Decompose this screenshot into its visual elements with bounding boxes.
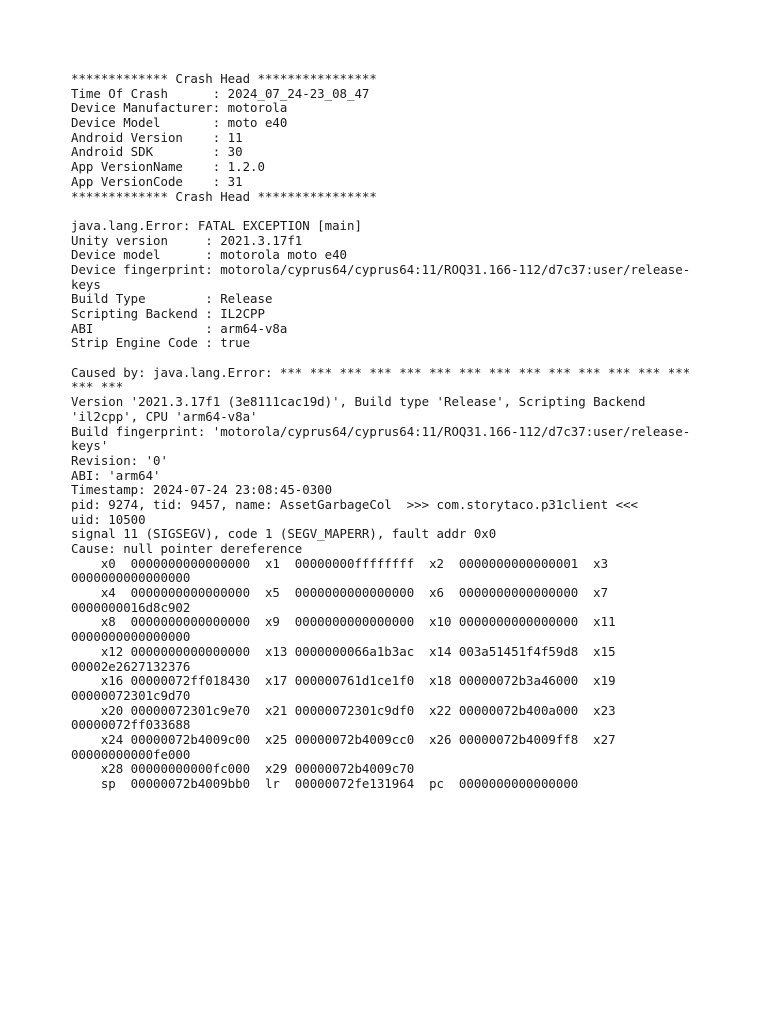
build-type-line: Build Type : Release bbox=[71, 291, 273, 307]
device-model-line: Device Model : moto e40 bbox=[71, 115, 288, 131]
device-fingerprint-continuation: keys bbox=[71, 276, 101, 292]
android-version-line: Android Version : 11 bbox=[71, 129, 243, 145]
section-spacer bbox=[71, 351, 711, 366]
cause-line: Cause: null pointer dereference bbox=[71, 541, 303, 556]
register-line: x20 00000072301c9e70 x21 00000072301c9df0 x22 00000072b400a000 x23 bbox=[71, 702, 616, 718]
register-line-wrap: 0000000000000000 bbox=[71, 570, 191, 586]
crash-head-banner-end: ************* Crash Head **************** bbox=[71, 188, 377, 204]
time-of-crash-line: Time Of Crash : 2024_07_24-23_08_47 bbox=[71, 85, 370, 101]
register-line-wrap: 00000000000fe000 bbox=[71, 746, 191, 762]
timestamp-line: Timestamp: 2024-07-24 23:08:45-0300 bbox=[71, 482, 333, 498]
abi-short-line: ABI: 'arm64' bbox=[71, 467, 161, 483]
register-line: x28 00000000000fc000 x29 00000072b4009c70 bbox=[71, 761, 415, 777]
build-fingerprint-line: Build fingerprint: 'motorola/cyprus64/cyprus64:11/ROQ31.166-112/d7c37:user/release- bbox=[71, 423, 691, 439]
register-line-wrap: 0000000016d8c902 bbox=[71, 599, 191, 615]
version-continuation: 'il2cpp', CPU 'arm64-v8a' bbox=[71, 408, 258, 424]
crash-log-document bbox=[71, 72, 711, 792]
register-line: x24 00000072b4009c00 x25 00000072b4009cc0 x26 00000072b4009ff8 x27 bbox=[71, 731, 616, 747]
strip-engine-code-line: Strip Engine Code : true bbox=[71, 335, 251, 351]
version-line: Version '2021.3.17f1 (3e8111cac19d)', Build type 'Release', Scripting Backend bbox=[71, 394, 646, 410]
register-line-wrap: 00000072ff033688 bbox=[71, 717, 191, 733]
uid-line: uid: 10500 bbox=[71, 511, 146, 527]
register-line: x12 0000000000000000 x13 0000000066a1b3ac x14 003a51451f4f59d8 x15 bbox=[71, 643, 616, 659]
abi-line: ABI : arm64-v8a bbox=[71, 320, 288, 336]
crash-head-banner: ************* Crash Head **************** bbox=[71, 71, 377, 86]
exception-section bbox=[71, 219, 711, 351]
app-version-name-line: App VersionName : 1.2.0 bbox=[71, 159, 265, 175]
unity-version-line: Unity version : 2021.3.17f1 bbox=[71, 232, 303, 248]
register-line: x8 0000000000000000 x9 0000000000000000 x10 0000000000000000 x11 bbox=[71, 614, 616, 630]
device-model-detail-line: Device model : motorola moto e40 bbox=[71, 247, 348, 263]
register-line-wrap: 00002e2627132376 bbox=[71, 658, 191, 674]
build-fingerprint-continuation: keys' bbox=[71, 438, 109, 454]
stack-pointer-line: sp 00000072b4009bb0 lr 00000072fe131964 pc 0000000000000000 bbox=[71, 776, 579, 791]
scripting-backend-line: Scripting Backend : IL2CPP bbox=[71, 306, 265, 321]
device-manufacturer-line: Device Manufacturer: motorola bbox=[71, 100, 288, 116]
register-line-wrap: 0000000000000000 bbox=[71, 629, 191, 645]
caused-by-line: Caused by: java.lang.Error: *** *** *** *** *** *** *** *** *** *** *** *** *** *** bbox=[71, 364, 691, 380]
app-version-code-line: App VersionCode : 31 bbox=[71, 173, 243, 189]
cause-section bbox=[71, 366, 711, 792]
register-line: x4 0000000000000000 x5 0000000000000000 x6 0000000000000000 x7 bbox=[71, 585, 609, 601]
pid-line: pid: 9274, tid: 9457, name: AssetGarbageCol >>> com.storytaco.p31client <<< bbox=[71, 496, 638, 512]
register-line: x0 0000000000000000 x1 00000000ffffffff x2 0000000000000001 x3 bbox=[71, 555, 609, 571]
caused-by-continuation: *** *** bbox=[71, 379, 124, 395]
signal-line: signal 11 (SIGSEGV), code 1 (SEGV_MAPERR), fault addr 0x0 bbox=[71, 526, 497, 542]
section-spacer bbox=[71, 204, 711, 219]
device-fingerprint-line: Device fingerprint: motorola/cyprus64/cyprus64:11/ROQ31.166-112/d7c37:user/release- bbox=[71, 261, 691, 277]
register-line-wrap: 00000072301c9d70 bbox=[71, 687, 191, 703]
crash-head-section bbox=[71, 72, 711, 204]
revision-line: Revision: '0' bbox=[71, 452, 168, 468]
android-sdk-line: Android SDK : 30 bbox=[71, 144, 243, 160]
register-line: x16 00000072ff018430 x17 000000761d1ce1f0 x18 00000072b3a46000 x19 bbox=[71, 673, 616, 689]
fatal-exception-line: java.lang.Error: FATAL EXCEPTION [main] bbox=[71, 217, 362, 233]
